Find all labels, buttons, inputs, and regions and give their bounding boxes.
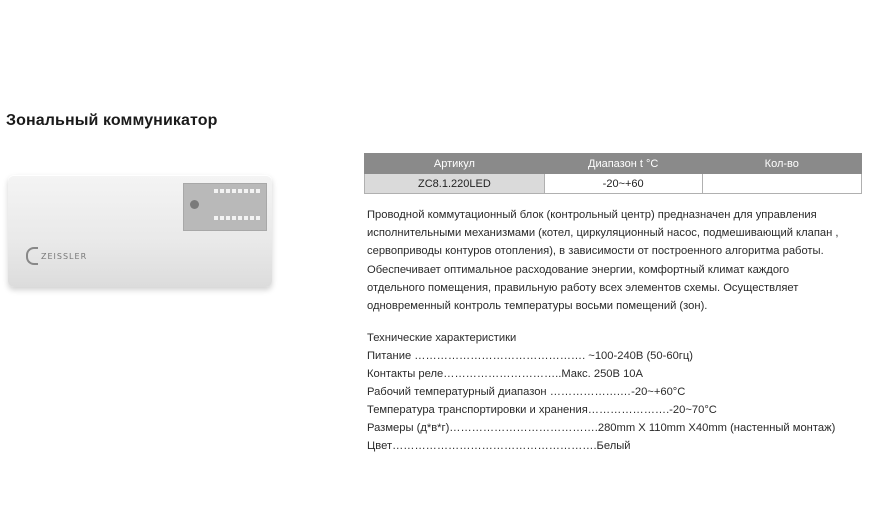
description-line: одновременный контроль температуры восьми помещений (зон). <box>367 300 708 313</box>
spec-line: Рабочий температурный диапазон ……………….…-20~+60°С <box>367 386 686 398</box>
cell-range: -20~+60 <box>544 174 702 194</box>
description-line: Проводной коммутационный блок (контрольный центр) предназначен для управления <box>367 209 817 221</box>
product-description <box>367 206 867 315</box>
cell-quantity <box>702 174 861 194</box>
spec-line: Контакты реле…………………………..Макс. 250В 10А <box>367 368 643 380</box>
spec-line: Размеры (д*в*г)………………………………….280mm X 110mm X40mm (настенный монтаж) <box>367 422 836 434</box>
led-panel <box>183 183 267 231</box>
zone-leds <box>214 189 260 225</box>
description-line: отдельного помещения, правильную работу всех элементов схемы. Осуществляет <box>367 281 799 294</box>
brand-logo <box>26 247 87 265</box>
article-table <box>364 153 862 194</box>
cell-article: ZC8.1.220LED <box>365 174 545 194</box>
table-header-article: Артикул <box>365 154 545 174</box>
power-led-icon <box>190 200 199 209</box>
logo-mark-icon <box>26 247 38 265</box>
spec-line: Цвет……………………………………………….Белый <box>367 440 631 452</box>
product-image <box>8 175 272 287</box>
spec-line: Температура транспортировки и хранения………………….-20~70°С <box>367 404 717 416</box>
table-row <box>365 174 862 194</box>
table-header-row <box>365 154 862 174</box>
description-line: сервоприводы контуров отопления), в зависимости от построенного алгоритма работы. <box>367 245 824 258</box>
specs-heading: Технические характеристики <box>367 332 517 344</box>
table-header-range: Диапазон t °C <box>544 154 702 174</box>
spec-line: Питание ………………………………………. ~100-240В (50-60гц) <box>367 350 694 362</box>
table-header-quantity: Кол-во <box>702 154 861 174</box>
description-line: исполнительными механизмами (котел, циркуляционный насос, подмешивающий клапан , <box>367 227 839 240</box>
technical-specs <box>367 329 835 455</box>
description-line: Обеспечивает оптимальное расходование энергии, комфортный климат каждого <box>367 263 790 276</box>
brand-logo-text: ZEISSLER <box>41 251 88 261</box>
page-title: Зональный коммуникатор <box>6 112 218 129</box>
